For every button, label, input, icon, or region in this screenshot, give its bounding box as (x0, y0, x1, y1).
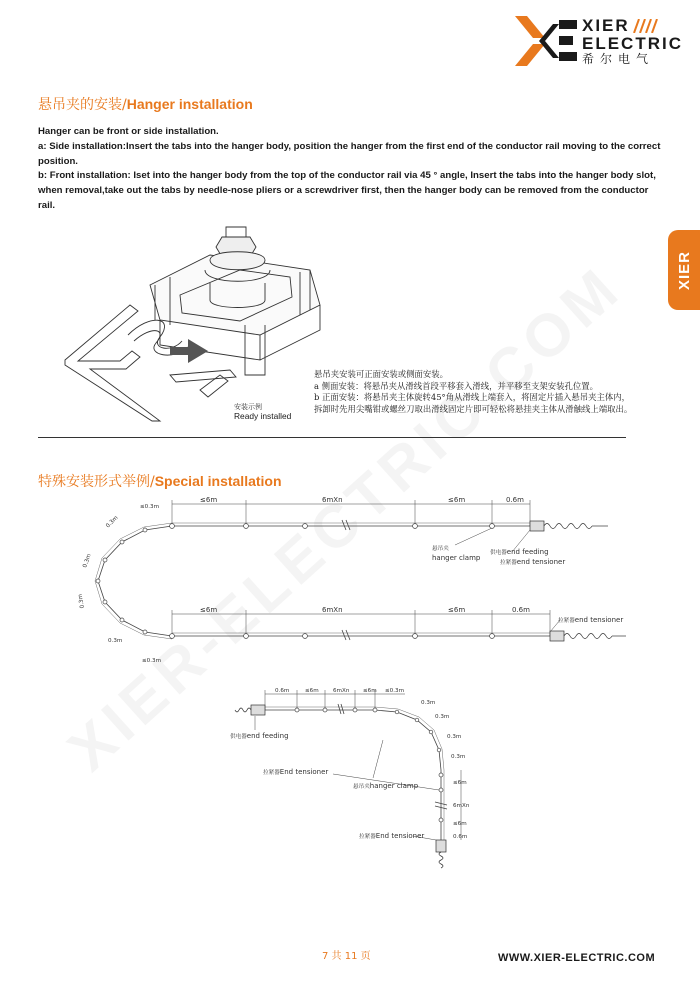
curve-dim-label: 0.3m (421, 700, 436, 706)
insert-arrow-icon (170, 339, 208, 363)
end-tensioner-label: 拉紧器end tensioner (500, 558, 566, 566)
dim-label: ≤6m (200, 496, 218, 504)
special-title-cn: 特殊安装形式举例/ (38, 474, 155, 490)
figure-caption-en: Ready installed (234, 411, 292, 421)
end-tensioner-icon-vertical (436, 840, 446, 868)
footer-url[interactable]: WWW.XIER-ELECTRIC.COM (498, 952, 656, 964)
note-line: 拆卸时先用尖嘴钳或螺丝刀取出滑线固定片即可轻松将悬挂夹主体从滑触线上端取出。 (314, 403, 633, 414)
tensioner-label-vertical: 拉紧器End tensioner (359, 832, 425, 840)
hanger-section-title (38, 94, 253, 114)
paragraph: Hanger can be front or side installation. (38, 126, 219, 137)
dim-label: 0.6m (506, 496, 524, 504)
dim-label: 0.6m (453, 834, 468, 840)
dim-label: ≤6m (448, 496, 466, 504)
special-section-title (38, 471, 282, 491)
curve-dim-label: 0.3m (77, 593, 86, 609)
hanger-notes-cn (314, 369, 684, 415)
curve-dim-label: 0.3m (105, 515, 120, 530)
logo-name-line1: XIER (582, 16, 630, 35)
curve-dim-label: ≤0.3m (140, 504, 160, 510)
u-shape-installation-diagram (60, 490, 660, 680)
logo-cn-name: 希尔电气 (582, 52, 655, 66)
hanger-clamp-label-en: hanger clamp (432, 554, 481, 562)
curve-dim-label: 0.3m (82, 553, 93, 569)
dim-label: 6mXn (322, 606, 343, 614)
paragraph: a: Side installation:Insert the tabs into the hanger body, position the hanger from the first end of the conductor rail moving to the correct position. (38, 140, 661, 167)
curve-dim-label: ≤0.3m (142, 658, 162, 664)
curve-dim-label: 0.3m (435, 714, 450, 720)
end-feeding-label: 供电器end feeding (490, 548, 549, 556)
side-tab-label: XIER (675, 250, 693, 290)
note-line: b 正面安装：将悬吊夹主体旋转45°角从滑线上端套入，将固定片插入悬吊夹主体内， (314, 392, 630, 402)
end-tensioner-label: 拉紧器End tensioner (263, 768, 329, 776)
paragraph: b: Front installation: Iset into the hanger body from the top of the conductor rail via 45 ° angle, Insert the tabs into the hanger body slot, when removal,take out the tabs by needle-nose pliers or a screwdriver first, then the hanger body can be removed from the conductor rail. (38, 170, 656, 211)
dim-label: ≤6m (453, 821, 467, 827)
note-line: a 侧面安装：将悬吊夹从滑线首段平移套入滑线，并平移至支架安装孔位置。 (314, 380, 599, 391)
curve-dim-label: 0.3m (108, 638, 123, 644)
end-tensioner-label-2: 拉紧器end tensioner (558, 616, 624, 624)
dim-label: ≤6m (453, 780, 467, 786)
dim-label: ≤6m (200, 606, 218, 614)
dim-label: 0.6m (512, 606, 530, 614)
dim-label: ≤6m (305, 688, 319, 694)
hanger-title-cn: 悬吊夹的安装/ (38, 97, 127, 113)
hanger-installation-illustration (60, 225, 340, 425)
hanger-title-en: Hanger installation (126, 96, 253, 112)
page-number: 7 共 11 页 (322, 951, 371, 962)
curve-dim-label: 0.3m (451, 754, 466, 760)
hanger-description (38, 125, 663, 214)
dim-label: 6mXn (453, 803, 470, 809)
dim-label: 0.6m (275, 688, 290, 694)
end-feeding-label: 供电器end feeding (230, 732, 289, 740)
dim-label: ≤0.3m (385, 688, 405, 694)
special-title-en: Special installation (154, 473, 282, 489)
note-line: 悬吊夹安装可正面安装或侧面安装。 (314, 369, 448, 379)
end-feeding-icon (235, 705, 265, 715)
logo-name-line2: ELECTRIC (582, 34, 683, 53)
figure-caption-cn: 安装示例 (234, 403, 262, 411)
dim-label: ≤6m (448, 606, 466, 614)
dim-label: 6mXn (322, 496, 343, 504)
hanger-clamp-label: 悬吊夹hanger clamp (353, 782, 419, 790)
section-divider (38, 437, 626, 438)
dim-label: 6mXn (333, 688, 350, 694)
side-tab (668, 230, 700, 310)
hanger-clamp-label-cn: 悬吊夹 (432, 546, 449, 552)
logo-slashes-icon (633, 19, 661, 33)
l-shape-installation-diagram (225, 680, 485, 880)
curve-dim-label: 0.3m (447, 734, 462, 740)
xier-logo-icon (515, 16, 577, 66)
dim-label: ≤6m (363, 688, 377, 694)
